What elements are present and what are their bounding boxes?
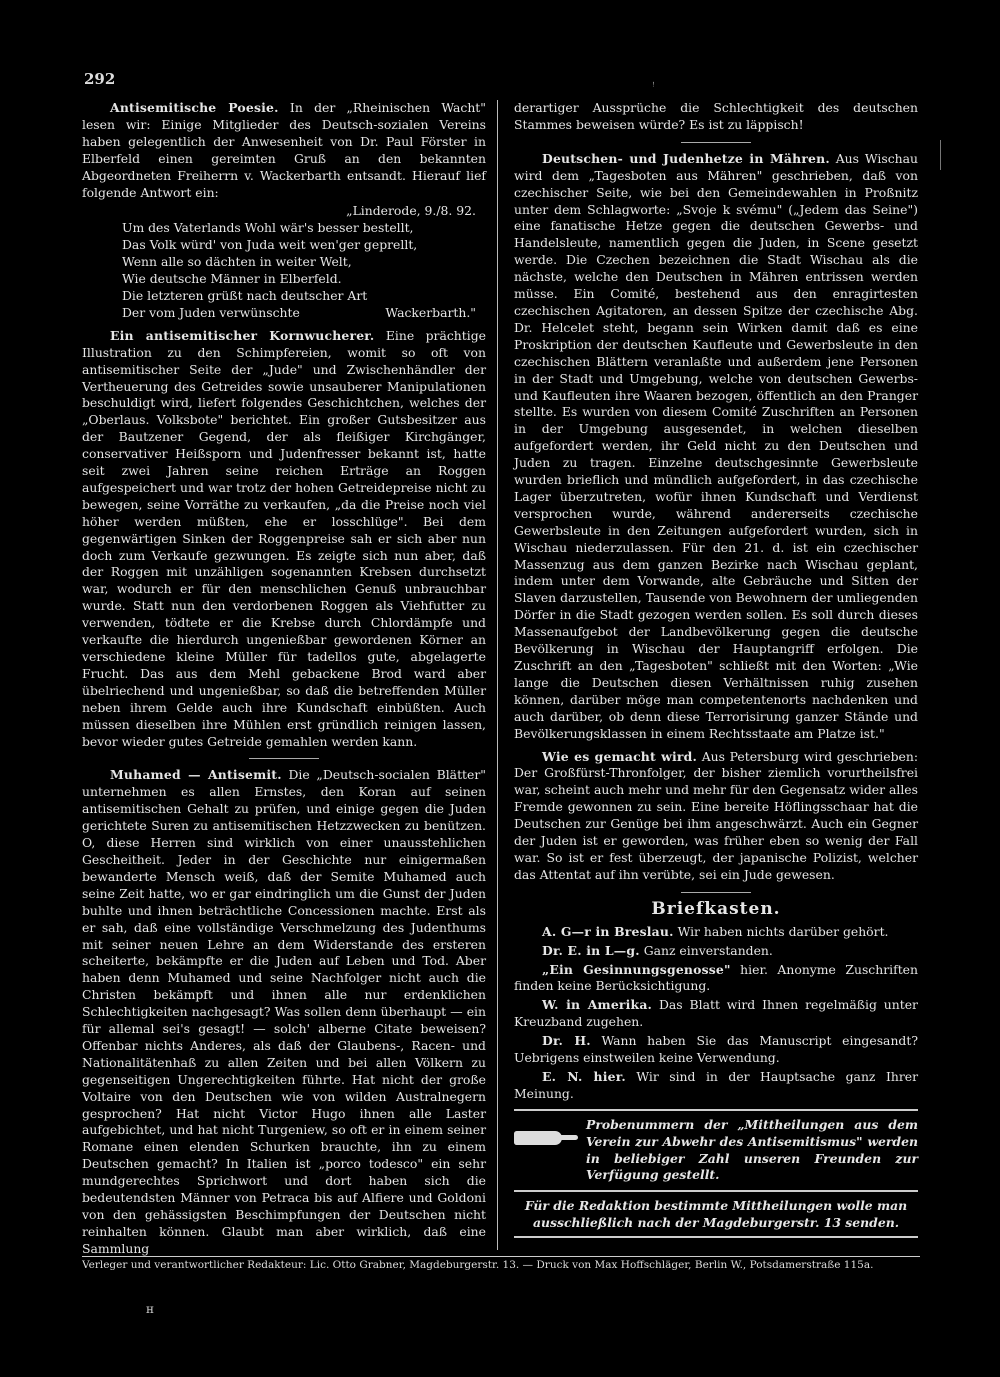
- poem-line: Wenn alle so dächten in weiter Welt,: [122, 254, 352, 270]
- letter-item: [514, 943, 918, 960]
- letter-item: [514, 997, 918, 1031]
- letter-addressee: A. G—r in Breslau.: [542, 923, 674, 939]
- editorial-address-notice: Für die Redaktion bestimmte Mittheilungen wolle man ausschließlich nach der Magdeburgerstr. 13 senden.: [514, 1198, 918, 1238]
- sample-copies-notice: [514, 1109, 918, 1193]
- letter-addressee: E. N. hier.: [542, 1068, 626, 1084]
- letter-text: Wann haben Sie das Manuscript eingesandt? Uebrigens einstweilen keine Verwendung.: [514, 1033, 918, 1066]
- poem-line: Die letzteren grüßt nach deutscher Art: [122, 287, 368, 303]
- page-number: 292: [84, 70, 116, 88]
- letter-text: Wir haben nichts darüber gehört.: [677, 923, 889, 939]
- section-separator: [681, 892, 751, 893]
- article-body: Eine prächtige Illustration zu den Schimpfereien, womit so oft von antisemitischer Seite der „Jude" und Zwischenhändler der Vertheuerung des Getreides sowie unsauberer Manipulationen beschuldigt wird, liefert folgendes Geschichtchen, welches der „Oberlaus. Volksbote" berichtet. Ein großer Gutsbesitzer aus der Bautzener Gegend, der als fleißiger Kirchgänger, conservativer Heißsporn und Judenfresser bekannt ist, hatte seit zwei Jahren seine reichen Erträge an Roggen aufgespeichert und war trotz der hohen Getreidepreise nicht zu bewegen, seine Vorräthe zu verkaufen, „da die Preise noch viel höher werden müßten, ehe er losschlüge". Bei dem gegenwärtigen Sinken der Roggenpreise sah er sich aber nun doch zum Verkaufe gezwungen. Es zeigte sich nun aber, daß der Roggen mit unzähligen sogenannten Krebsen durchsetzt war, wodurch er für den menschlichen Genuß unbrauchbar wurde. Statt nun den verdorbenen Roggen als Viehfutter zu verwenden, tödtete er die Krebse durch Chlordämpfe und verkaufte die hierdurch ungenießbar gewordenen Körner an verschiedene kleine Müller für tadellos gute, abgelagerte Frucht. Das aus dem Mehl gebackene Brod ward aber übelriechend und ungenießbar, so daß die betreffenden Müller neben ihrem Gelde auch ihre Kundschaft einbüßten. Auch müssen dieselben ihre Mühlen erst gründlich reinigen lassen, bevor wieder gutes Getreide gemahlen werden kann.: [82, 327, 486, 749]
- article-body: Aus Wischau wird dem „Tagesboten aus Mähren" geschrieben, daß von czechischer Seite, wie bei den Gemeindewahlen in Proßnitz unter dem Schlagworte: „Svoje k svému" („Jedem das Seine") eine fanatische Hetze gegen die deutschen Gewerbs- und Handelsleute, namentlich gegen die Juden, in Scene gesetzt werde. Die Czechen bezeichnen die Stadt Wischau als die nächste, welche den Deutschen in Mähren entrissen werden müsse. Ein Comité, bestehend aus den enragirtesten czechischen Agitatoren, an dessen Spitze der czechische Abg. Dr. Helcelet steht, begann sein Wirken damit daß es eine Proskription der deutschen Kaufleute und Gewerbsleute in den czechischen Blättern veranlaßte und außerdem jene Personen in der Stadt und Umgebung, welche von deutschen Gewerbs- und Kaufleuten ihre Waaren bezogen, öffentlich an den Pranger stellte. Es wurden von diesem Comité Zuschriften an Personen in der Umgebung ausgesendet, in welchen dieselben aufgefordert werden, ihr Geld nicht zu den Deutschen und Juden zu tragen. Einzelne deutschgesinnte Gewerbsleute wurden brieflich und mündlich aufgefordert, in das czechische Lager überzutreten, wofür ihnen Kundschaft und Verdienst versprochen wurde, während andererseits czechische Gewerbsleute in den Zeitungen aufgefordert wurden, sich in Wischau niederzulassen. Für den 21. d. ist ein czechischer Massenzug aus dem ganzen Bezirke nach Wischau geplant, indem unter dem Vorwande, alte Gebräuche und Sitten der Slaven darzustellen, Tausende von Bewohnern der umliegenden Dörfer in die Stadt gezogen werden sollen. Es soll durch dieses Massenaufgebot der Landbevölkerung gegen die deutsche Bevölkerung in Wischau der Hauptangriff erfolgen. Die Zuschrift an den „Tagesboten" schließt mit den Worten: „Wie lange die Deutschen diesen Verhältnissen ruhig zusehen können, darüber möge man competentenorts nachdenken und auch darüber, ob denn diese Terrorisirung ganzer Stände und Bevölkerungsklassen in einem Rechtsstaate am Platze ist.": [514, 150, 918, 741]
- scan-edge-mark: [940, 140, 941, 170]
- poem-line: Das Volk würd' von Juda weit wen'ger geprellt,: [122, 237, 418, 253]
- left-column: [82, 100, 486, 1264]
- article-muhamed: [82, 767, 486, 1257]
- letter-addressee: Dr. E. in L—g.: [542, 942, 640, 958]
- letter-item: [514, 1033, 918, 1067]
- article-maehren: [514, 151, 918, 743]
- article-body: In der „Rheinischen Wacht" lesen wir: Einige Mitglieder des Deutsch-sozialen Vereins haben gelegentlich der Anwesenheit von Dr. Paul Förster in Elberfeld einen gereimten Gruß an den bekannten Abgeordneten Freiherrn v. Wackerbarth entsandt. Hierauf lief folgende Antwort ein:: [82, 100, 486, 200]
- pointing-hand-icon: [514, 1127, 578, 1149]
- poem-line: Der vom Juden verwünschte: [122, 304, 300, 320]
- section-title: Briefkasten.: [651, 898, 781, 919]
- letter-addressee: Dr. H.: [542, 1033, 591, 1049]
- imprint-footer: Verleger und verantwortlicher Redakteur: Lic. Otto Grabner, Magdeburgerstr. 13. — Druck von Max Hoffschläger, Berlin W., Potsdamerstraße 115a.: [82, 1256, 920, 1271]
- article-antisemitische-poesie: [82, 100, 486, 322]
- poem-line: Wie deutsche Männer in Elberfeld.: [122, 271, 342, 287]
- article-muhamed-continued: [514, 100, 918, 134]
- poem-signature: Wackerbarth.": [385, 304, 476, 320]
- letter-text: Wir sind in der Hauptsache ganz Ihrer Meinung.: [514, 1068, 918, 1101]
- poem-signature-line: [82, 305, 486, 322]
- letter-text: Das Blatt wird Ihnen regelmäßig unter Kreuzband zugehen.: [514, 997, 918, 1030]
- article-heading: Ein antisemitischer Kornwucherer.: [110, 327, 375, 343]
- letter-item: [514, 924, 918, 941]
- article-separator: [681, 142, 751, 143]
- letter-item: [514, 1069, 918, 1103]
- bottom-mark: ʜ: [146, 1302, 154, 1316]
- article-heading: Muhamed — Antisemit.: [110, 767, 282, 783]
- article-body: Die „Deutsch-socialen Blätter" unternehmen es allen Ernstes, den Koran auf seinen antisemitischen Gehalt zu prüfen, und einige gegen die Juden gerichtete Suren zu antisemitischen Hetzzwecken zu benützen. O, diese Herren sind wirklich von einer unausstehlichen Gescheitheit. Jeder in der Geschichte nur einigermaßen bewanderte Mensch weiß, daß der Semite Muhamed auch seine Zeit hatte, wo er gar eindringlich um die Gunst der Juden buhlte und ihnen beträchtliche Concessionen machte. Erst als er sah, daß eine vollständige Verschmelzung des Judenthums mit seiner neuen Lehre an dem Widerstande des ersteren scheiterte, bekämpfte er die Juden auf Leben und Tod. Aber haben denn Muhamed und seine Nachfolger nicht auch die Christen bekämpft und ihnen alle nur erdenklichen Schlechtigkeiten nachgesagt? Was sollen denn überhaupt — ein für allemal sei's gesagt! — solch' alberne Citate beweisen? Offenbar nichts Anderes, als daß der Glaubens-, Racen- und Nationalitätenhaß zu allen Zeiten und bei allen Völkern zu gegenseitigen Ungerechtigkeiten führte. Hat nicht der große Voltaire von den Deutschen wie von wilden Australnegern gesprochen? Hat nicht Victor Hugo ihnen alle Laster aufgebichtet, und hat nicht Turgeniew, so oft er in einem seiner Romane einen elenden Schurken brauchte, ihn zu einem Deutschen gemacht? In Italien ist „porco todesco" ein sehr mundgerechtes Sprichwort und dort haben sich die bedeutendsten Männer von Petraca bis auf Alfiere und Goldoni von den gehässigsten Beschimpfungen der Deutschen nicht reinhalten können. Glaubt man aber wirklich, daß eine Sammlung: [82, 767, 486, 1256]
- poem: [82, 203, 486, 321]
- article-wie-es-gemacht-wird: [514, 749, 918, 884]
- letter-item: [514, 962, 918, 996]
- article-heading: Antisemitische Poesie.: [110, 100, 279, 115]
- article-kornwucherer: [82, 328, 486, 751]
- article-separator: [249, 758, 319, 759]
- letter-text: hier. Anonyme Zuschriften finden keine Berücksichtigung.: [514, 961, 918, 994]
- letters-list: [514, 924, 918, 1103]
- letter-addressee: W. in Amerika.: [542, 997, 653, 1013]
- poem-date: „Linderode, 9./8. 92.: [346, 203, 476, 219]
- article-heading: Deutschen- und Judenhetze in Mähren.: [542, 150, 830, 166]
- article-body: derartiger Aussprüche die Schlechtigkeit des deutschen Stammes beweisen würde? Es ist zu läppisch!: [514, 100, 918, 132]
- article-heading: Wie es gemacht wird.: [542, 748, 698, 764]
- letter-addressee: „Ein Gesinnungsgenosse": [542, 961, 731, 977]
- poem-line: Um des Vaterlands Wohl wär's besser bestellt,: [122, 220, 414, 236]
- article-body: Aus Petersburg wird geschrieben: Der Großfürst-Thronfolger, der bisher ziemlich vorurtheilsfrei war, scheint auch mehr und mehr für den Gegensatz wider alles Fremde gewonnen zu sein. Eine bereite Höflingsschaar hat die Deutschen zur Genüge bei ihm angeschwärzt. Auch ein Gegner der Juden ist er geworden, was früher eben so wenig der Fall war. So ist er fest überzeugt, der japanische Polizist, welcher das Attentat auf ihn verübte, sei ein Jude gewesen.: [514, 748, 918, 882]
- scan-mark: ꜝ: [652, 80, 655, 93]
- letter-text: Ganz einverstanden.: [643, 942, 773, 958]
- column-rule: [497, 100, 498, 1250]
- sample-copies-text: Probenummern der „Mittheilungen aus dem Verein zur Abwehr des Antisemitismus" werden in beliebiger Zahl unseren Freunden zur Verfügung gestellt.: [586, 1116, 918, 1183]
- right-column: [514, 100, 918, 1238]
